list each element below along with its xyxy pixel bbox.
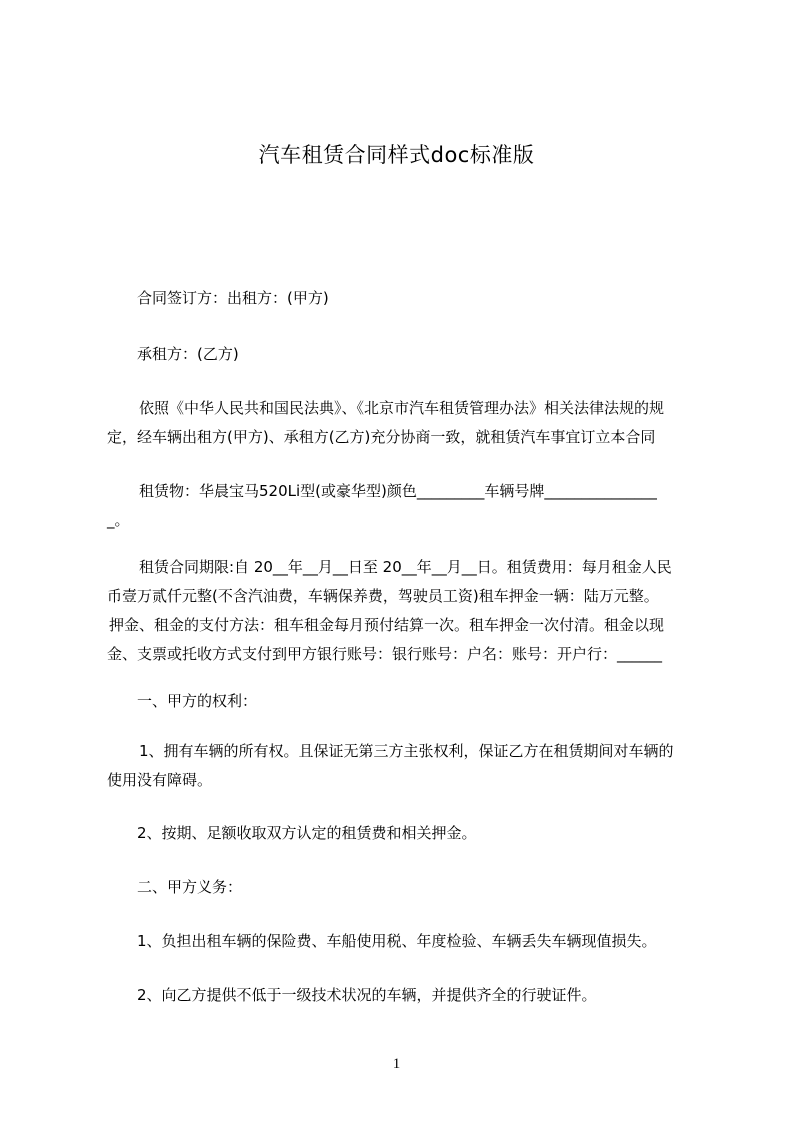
paragraph-lessee — [107, 340, 741, 369]
text-line: 币壹万贰仟元整(不含汽油费，车辆保养费，驾驶员工资)租车押金一辆：陆万元整。 — [107, 587, 659, 605]
text-line: _。 — [107, 511, 130, 529]
page-number: 1 — [392, 1056, 401, 1072]
paragraph-obligation-2 — [107, 981, 741, 1010]
text-line: 1、拥有车辆的所有权。且保证无第三方主张权利，保证乙方在租赁期间对车辆的 — [139, 742, 674, 760]
paragraph-right-2 — [107, 819, 741, 848]
text-line: 使用没有障碍。 — [107, 771, 213, 789]
text-line: 依照《中华人民共和国民法典》、《北京市汽车租赁管理办法》相关法律法规的规 — [139, 399, 665, 417]
section-heading-lessor-rights — [107, 687, 741, 716]
text-line: 押金、租金的支付方法：租车租金每月预付结算一次。租车押金一次付清。租金以现 — [109, 616, 665, 634]
text-line: 金、支票或托收方式支付到甲方银行账号：银行账号：户名：账号：开户行：______ — [107, 645, 663, 663]
text-line: 1、负担出租车辆的保险费、车船使用税、年度检验、车辆丢失车辆现值损失。 — [137, 932, 657, 950]
section-heading-lessor-obligations — [107, 873, 741, 902]
text-line: 2、按期、足额收取双方认定的租赁费和相关押金。 — [137, 824, 477, 842]
paragraph-legal-basis — [107, 394, 711, 452]
text-line: 租赁合同期限:自 20__年__月__日至 20__年__月__日。租赁费用：每月租金人民 — [139, 558, 672, 576]
text-line: 二、甲方义务： — [137, 878, 243, 896]
text-line: 定，经车辆出租方(甲方)、承租方(乙方)充分协商一致，就租赁汽车事宜订立本合同 — [107, 428, 656, 446]
paragraph-lease-term — [107, 553, 711, 669]
text-line: 2、向乙方提供不低于一级技术状况的车辆，并提供齐全的行驶证件。 — [137, 986, 597, 1004]
text-line: 承租方：(乙方) — [137, 345, 239, 363]
paragraph-signatories — [107, 284, 741, 313]
paragraph-obligation-1 — [107, 927, 741, 956]
text-line: 租赁物：华晨宝马520Li型(或豪华型)颜色_________车辆号牌_______________ — [139, 482, 657, 500]
text-line: 合同签订方：出租方：(甲方) — [137, 289, 329, 307]
document-title: 汽车租赁合同样式doc标准版 — [258, 143, 535, 167]
text-line: 一、甲方的权利： — [137, 692, 258, 710]
paragraph-right-1 — [107, 737, 711, 795]
paragraph-leased-item — [107, 477, 711, 535]
